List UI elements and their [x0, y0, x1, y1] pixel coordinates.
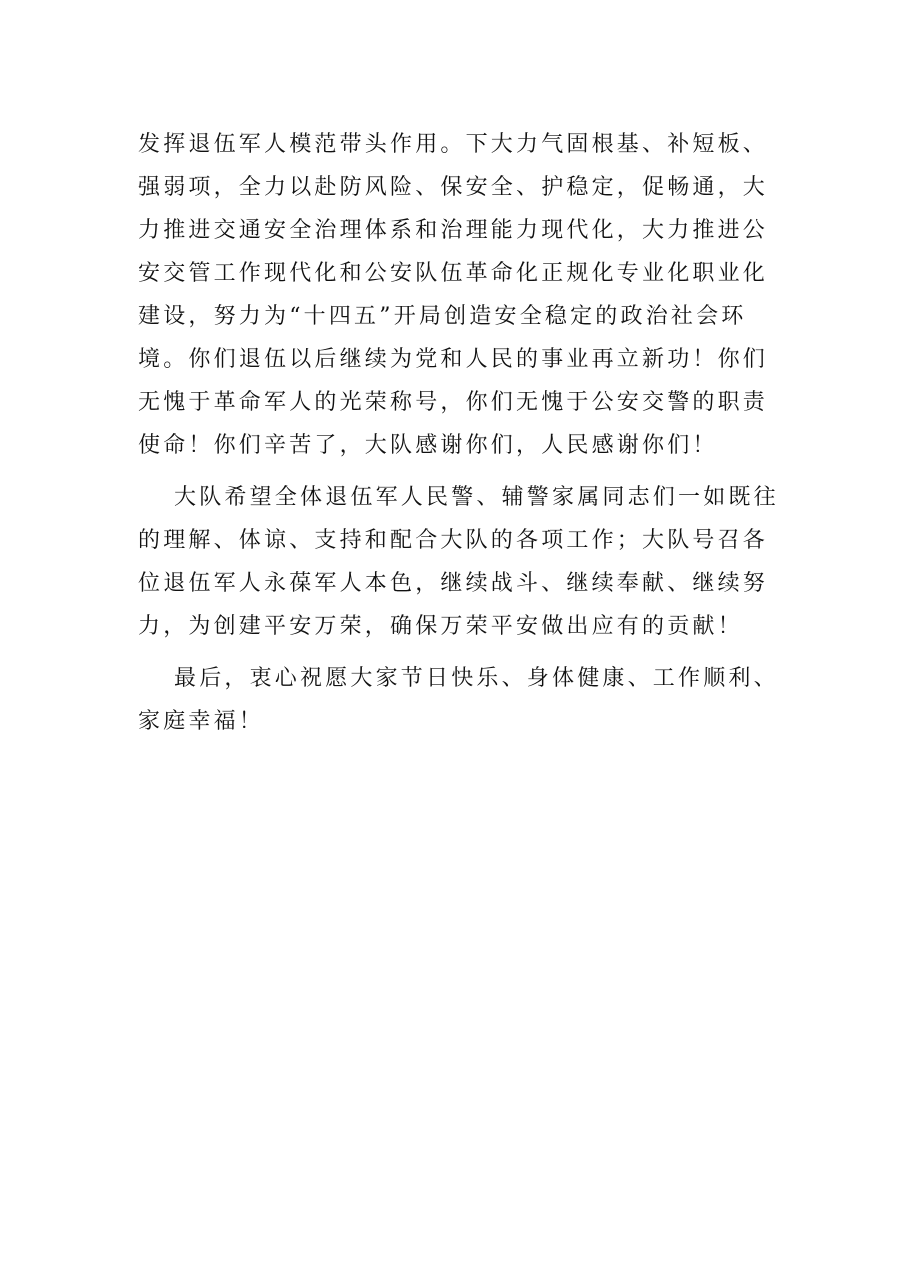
paragraph-line: 安交管工作现代化和公安队伍革命化正规化专业化职业化 — [138, 261, 769, 286]
paragraph-line: 位退伍军人永葆军人本色，继续战斗、继续奉献、继续努 — [138, 571, 769, 596]
paragraph-spacer — [138, 467, 772, 476]
paragraph-line: 家庭幸福！ — [138, 709, 265, 734]
paragraph-line: 建设，努力为“十四五”开局创造安全稳定的政治社会环 — [138, 304, 747, 329]
paragraph-line: 无愧于革命军人的光荣称号，你们无愧于公安交警的职责 — [138, 390, 769, 415]
paragraph-line: 强弱项，全力以赴防风险、保安全、护稳定，促畅通，大 — [138, 175, 769, 200]
paragraph-line: 力，为创建平安万荣，确保万荣平安做出应有的贡献！ — [138, 614, 743, 639]
paragraph-3 — [138, 657, 779, 743]
paragraph-line: 大队希望全体退伍军人民警、辅警家属同志们一如既往 — [174, 485, 779, 510]
paragraph-line: 发挥退伍军人模范带头作用。下大力气固根基、补短板、 — [138, 132, 769, 157]
paragraph-2 — [138, 476, 779, 648]
paragraph-spacer — [138, 648, 772, 657]
paragraph-line: 的理解、体谅、支持和配合大队的各项工作；大队号召各 — [138, 528, 769, 553]
paragraph-1 — [138, 123, 772, 467]
paragraph-line: 最后，衷心祝愿大家节日快乐、身体健康、工作顺利、 — [174, 666, 779, 691]
document-body — [138, 123, 779, 743]
paragraph-line: 力推进交通安全治理体系和治理能力现代化，大力推进公 — [138, 218, 769, 243]
paragraph-line: 使命！你们辛苦了，大队感谢你们，人民感谢你们！ — [138, 433, 718, 458]
paragraph-line: 境。你们退伍以后继续为党和人民的事业再立新功！你们 — [138, 347, 769, 372]
